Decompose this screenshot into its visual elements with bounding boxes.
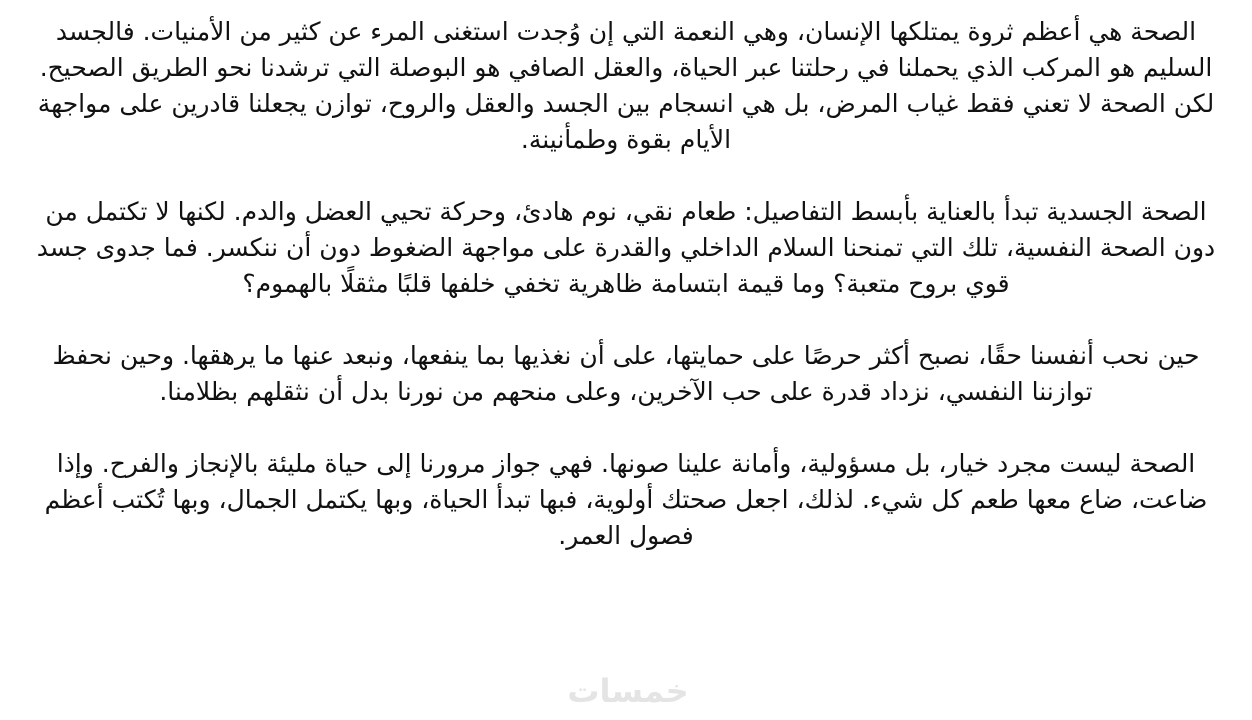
paragraph-2: الصحة الجسدية تبدأ بالعناية بأبسط التفاصيل: طعام نقي، نوم هادئ، وحركة تحيي العضل والدم. لكنها لا تكتمل من دون الصحة النفسية، تلك التي تمنحنا السلام الداخلي والقدرة على مواجهة الضغوط دون أن ننكسر. فما جدوى جسد قوي بروح متعبة؟ وما قيمة ابتسامة ظاهرية تخفي خلفها قلبًا مثقلًا بالهموم؟ xyxy=(36,197,1216,298)
khamsat-watermark-logo xyxy=(548,668,708,712)
paragraph-3: حين نحب أنفسنا حقًا، نصبح أكثر حرصًا على حمايتها، على أن نغذيها بما ينفعها، ونبعد عنها ما يرهقها. وحين نحفظ توازننا النفسي، نزداد قدرة على حب الآخرين، وعلى منحهم من نورنا بدل أن نثقلهم بظلامنا. xyxy=(52,341,1200,406)
paragraph-4: الصحة ليست مجرد خيار، بل مسؤولية، وأمانة علينا صونها. فهي جواز مرورنا إلى حياة مليئة بالإنجاز والفرح. وإذا ضاعت، ضاع معها طعم كل شيء. لذلك، اجعل صحتك أولوية، فبها تبدأ الحياة، وبها يكتمل الجمال، وبها تُكتب أعظم فصول العمر. xyxy=(44,449,1208,550)
article-body xyxy=(30,14,1222,554)
watermark-text: خمسات xyxy=(567,672,689,710)
paragraph-1: الصحة هي أعظم ثروة يمتلكها الإنسان، وهي النعمة التي إن وُجدت استغنى المرء عن كثير من الأمنيات. فالجسد السليم هو المركب الذي يحملنا في رحلتنا عبر الحياة، والعقل الصافي هو البوصلة التي ترشدنا نحو الطريق الصحيح. لكن الصحة لا تعني فقط غياب المرض، بل هي انسجام بين الجسد والعقل والروح، توازن يجعلنا قادرين على مواجهة الأيام بقوة وطمأنينة. xyxy=(37,17,1215,154)
